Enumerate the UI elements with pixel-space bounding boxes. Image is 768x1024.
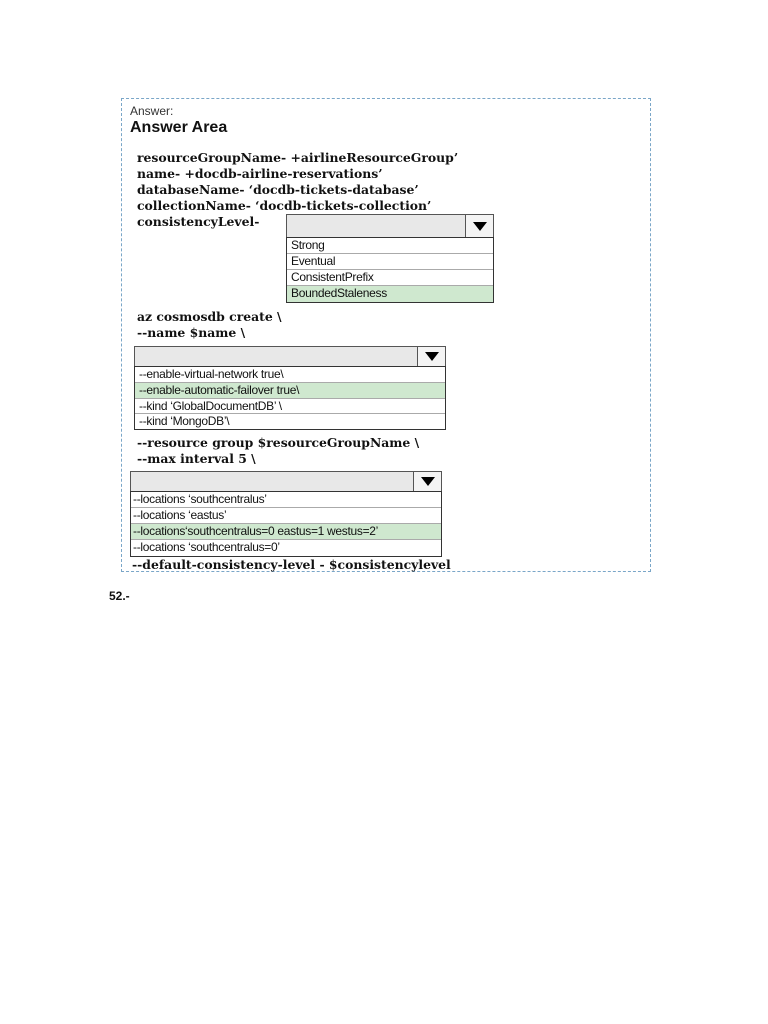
chevron-down-icon xyxy=(421,477,435,486)
code-line-database: databaseName- ‘docdb-tickets-database’ xyxy=(137,182,419,197)
option-locations-eastus[interactable]: --locations ‘eastus’ xyxy=(131,508,441,524)
failover-options-list xyxy=(134,366,446,430)
code-line-max-interval: --max interval 5 \ xyxy=(137,451,256,466)
chevron-down-icon xyxy=(425,352,439,361)
option-strong[interactable]: Strong xyxy=(287,238,493,254)
code-line-resource-group-param: --resource group $resourceGroupName \ xyxy=(137,435,420,450)
locations-dropdown[interactable] xyxy=(130,471,442,492)
code-line-default-consistency: --default-consistency-level - $consistencylevel xyxy=(132,557,451,572)
failover-dropdown[interactable] xyxy=(134,346,446,367)
consistency-dropdown[interactable] xyxy=(286,214,494,238)
failover-dropdown-button[interactable] xyxy=(417,347,445,366)
chevron-down-icon xyxy=(473,222,487,231)
option-kind-globaldocumentdb[interactable]: --kind ‘GlobalDocumentDB’ \ xyxy=(135,399,445,414)
consistency-dropdown-button[interactable] xyxy=(465,215,493,237)
option-virtual-network[interactable]: --enable-virtual-network true\ xyxy=(135,367,445,383)
option-bounded-staleness[interactable]: BoundedStaleness xyxy=(287,286,493,302)
answer-label: Answer: xyxy=(130,104,174,118)
locations-dropdown-button[interactable] xyxy=(413,472,441,491)
option-kind-mongodb[interactable]: --kind ‘MongoDB’\ xyxy=(139,414,230,428)
code-line-collection: collectionName- ‘docdb-tickets-collection’ xyxy=(137,198,432,213)
code-line-name-param: --name $name \ xyxy=(137,325,246,340)
code-line-az-create: az cosmosdb create \ xyxy=(137,309,282,324)
option-automatic-failover[interactable]: --enable-automatic-failover true\ xyxy=(135,383,445,399)
option-eventual[interactable]: Eventual xyxy=(287,254,493,270)
code-line-name: name- +docdb-airline-reservations’ xyxy=(137,166,383,181)
option-locations-southcentralus-0[interactable]: --locations ‘southcentralus=0’ xyxy=(133,540,280,554)
option-locations-multi-region[interactable]: --locations‘southcentralus=0 eastus=1 westus=2’ xyxy=(131,524,441,540)
locations-options-list xyxy=(130,491,442,557)
consistency-options-list xyxy=(286,237,494,303)
question-number: 52.- xyxy=(109,589,130,603)
option-consistent-prefix[interactable]: ConsistentPrefix xyxy=(287,270,493,286)
code-line-resource-group: resourceGroupName- +airlineResourceGroup’ xyxy=(137,150,459,165)
answer-area-title: Answer Area xyxy=(130,119,228,136)
code-line-consistency: consistencyLevel- xyxy=(137,214,260,229)
option-locations-southcentralus[interactable]: --locations ‘southcentralus’ xyxy=(131,492,441,508)
